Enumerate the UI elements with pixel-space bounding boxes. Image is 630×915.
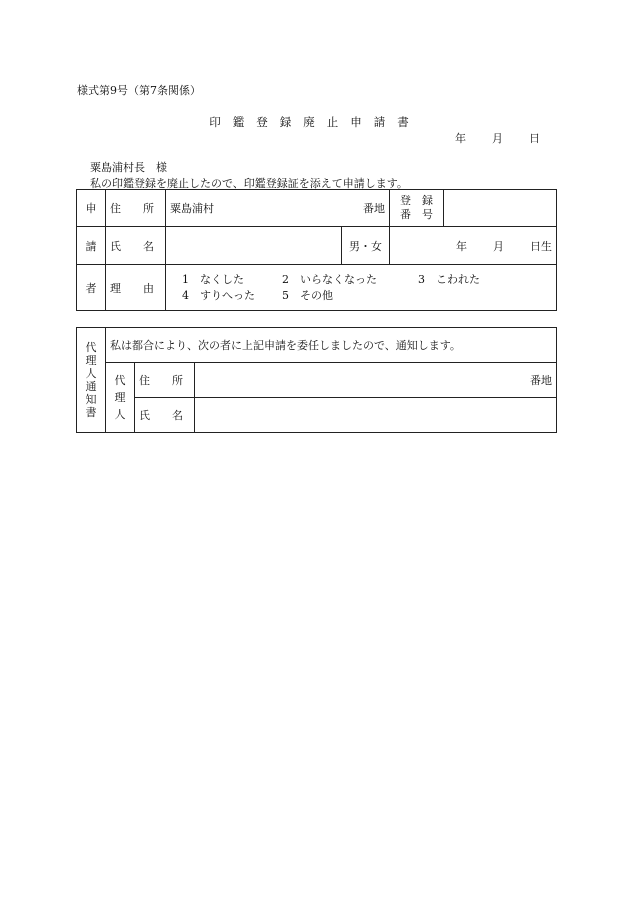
proxy-section-label <box>77 328 106 433</box>
reason-number: 3 <box>418 272 425 286</box>
reason-label: 理 由 <box>106 265 166 311</box>
proxy-address-field[interactable]: 番地 <box>195 363 557 398</box>
birth-year-label: 年 <box>456 239 467 253</box>
reason-number: 5 <box>282 288 289 302</box>
date-day-label: 日 <box>529 132 540 145</box>
proxy-label <box>106 363 135 433</box>
applicant-table <box>76 189 557 311</box>
reason-text: いらなくなった <box>300 272 377 286</box>
registration-label-bottom: 番 号 <box>400 208 433 221</box>
proxy-name-field[interactable] <box>195 398 557 433</box>
banchi-label: 番地 <box>363 202 385 215</box>
addressee: 粟島浦村長 様 <box>90 161 167 174</box>
birth-date-field[interactable] <box>390 227 557 265</box>
date-month-label: 月 <box>492 132 503 145</box>
reason-number: 2 <box>282 272 289 286</box>
proxy-section-text: 代理人通知書 <box>85 341 97 419</box>
reason-option-5[interactable] <box>282 288 333 304</box>
sex-selector[interactable]: 男・女 <box>342 227 390 265</box>
reason-text: すりへった <box>200 288 255 302</box>
reason-option-2[interactable] <box>282 272 418 288</box>
applicant-section-char-3: 者 <box>77 265 106 311</box>
reason-number: 4 <box>182 288 189 302</box>
form-number: 様式第9号（第7条関係） <box>77 84 201 97</box>
reason-number: 1 <box>182 272 189 286</box>
reason-text: その他 <box>300 288 333 302</box>
application-statement: 私の印鑑登録を廃止したので、印鑑登録証を添えて申請します。 <box>90 177 408 190</box>
reason-option-3[interactable] <box>418 272 480 288</box>
applicant-address-label: 住 所 <box>106 190 166 227</box>
reason-text: なくした <box>200 272 244 286</box>
applicant-section-char-2: 請 <box>77 227 106 265</box>
proxy-name-label: 氏 名 <box>135 398 195 433</box>
birth-day-label: 日生 <box>530 239 552 253</box>
registration-number-field[interactable] <box>444 190 557 227</box>
document-title: 印鑑登録廃止申請書 <box>209 115 421 129</box>
date-year-label: 年 <box>455 132 466 145</box>
application-date <box>455 130 540 146</box>
birth-month-label: 月 <box>493 239 504 253</box>
proxy-label-text: 代理人 <box>114 374 126 421</box>
reason-option-1[interactable] <box>182 272 282 288</box>
delegation-statement: 私は都合により、次の者に上記申請を委任しましたので、通知します。 <box>106 328 557 363</box>
proxy-address-label: 住 所 <box>135 363 195 398</box>
applicant-section-char-1: 申 <box>77 190 106 227</box>
reason-text: こわれた <box>436 272 480 286</box>
proxy-table <box>76 327 557 433</box>
reason-options <box>166 265 557 311</box>
applicant-name-field[interactable] <box>166 227 342 265</box>
registration-label-top: 登 録 <box>400 194 433 207</box>
address-prefix: 粟島浦村 <box>170 202 214 215</box>
reason-option-4[interactable] <box>182 288 282 304</box>
applicant-name-label: 氏 名 <box>106 227 166 265</box>
applicant-address-field[interactable] <box>166 190 390 227</box>
registration-number-label <box>390 190 444 227</box>
